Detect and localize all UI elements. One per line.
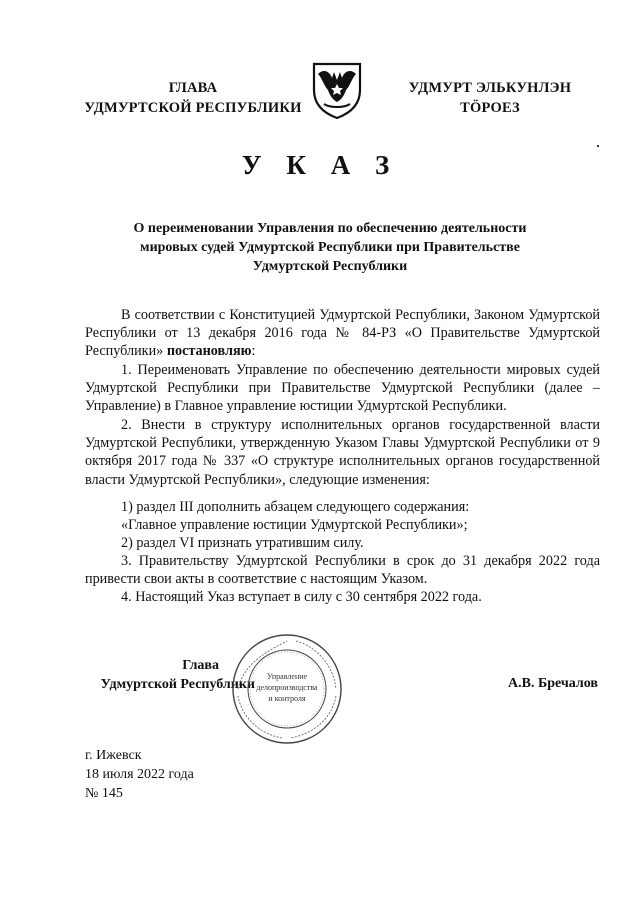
subject-line-1: О переименовании Управления по обеспечению деятельности	[133, 221, 527, 236]
intro-paragraph	[85, 306, 600, 361]
stamp-line-3: и контроля	[268, 694, 306, 703]
stamp-line-1: Управление	[266, 672, 308, 681]
clause-2-item-1-quote: «Главное управление юстиции Удмуртской Республики»;	[121, 517, 468, 533]
issue-date: 18 июля 2022 года	[85, 767, 194, 782]
clause-1: 1. Переименовать Управление по обеспечению деятельности мировых судей Удмуртской Республики при Правительстве Удмуртской Республики (далее – Управление) в Главное управление юстиции Удмуртской Республики.	[85, 362, 600, 415]
issuer-line-1: ГЛАВА	[168, 80, 218, 96]
scan-dot	[597, 145, 599, 147]
issue-details	[85, 746, 194, 803]
issue-number: № 145	[85, 786, 123, 801]
clause-2: 2. Внести в структуру исполнительных органов государственной власти Удмуртской Республики, утвержденную Указом Главы Удмуртской Республики от 9 октября 2017 года № 337 «О структуре исполнительных органов государственной власти Удмуртской Республики», следующие изменения:	[85, 417, 600, 488]
intro-colon: :	[251, 343, 256, 360]
udmurt-coat-of-arms-icon	[310, 60, 364, 120]
issuer-header-udm	[400, 78, 580, 118]
subject-line-2: мировых судей Удмуртской Республики при Правительстве	[140, 240, 520, 255]
signatory-name: А.В. Бречалов	[508, 676, 598, 691]
issuer-udm-line-1: УДМУРТ ЭЛЬКУНЛЭН	[408, 80, 572, 96]
issuer-udm-line-2: ТӦРОЕЗ	[460, 100, 520, 116]
issue-place: г. Ижевск	[85, 748, 142, 763]
clause-2-item-1: 1) раздел III дополнить абзацем следующего содержания:	[121, 499, 470, 515]
clause-2-item-2: 2) раздел VI признать утратившим силу.	[121, 535, 364, 551]
official-stamp	[230, 632, 344, 746]
document-title: У К А З	[241, 150, 399, 180]
stamp-line-2: делопроизводства	[256, 683, 318, 692]
intro-line-2: Удмуртской Республики от 13 декабря 2016 года № 84-РЗ «О Правительстве	[85, 307, 601, 342]
clause-3: 3. Правительству Удмуртской Республики в срок до 31 декабря 2022 года привести свои акты в соответствие с настоящим Указом.	[85, 553, 600, 588]
intro-line-1: В соответствии с Конституцией Удмуртской Республики, Законом	[121, 307, 525, 323]
intro-line-3: Удмуртской Республики»	[85, 325, 600, 360]
signatory-title-line-2: Удмуртской Республики	[100, 677, 255, 692]
signatory-title-line-1: Глава	[182, 658, 219, 673]
subject-line-3: Удмуртской Республики	[252, 259, 408, 274]
document-subject	[110, 219, 550, 276]
intro-keyword: постановляю	[166, 343, 252, 360]
issuer-line-2: УДМУРТСКОЙ РЕСПУБЛИКИ	[84, 100, 302, 116]
issuer-header-ru	[78, 78, 308, 118]
clause-4: 4. Настоящий Указ вступает в силу с 30 сентября 2022 года.	[121, 589, 482, 605]
